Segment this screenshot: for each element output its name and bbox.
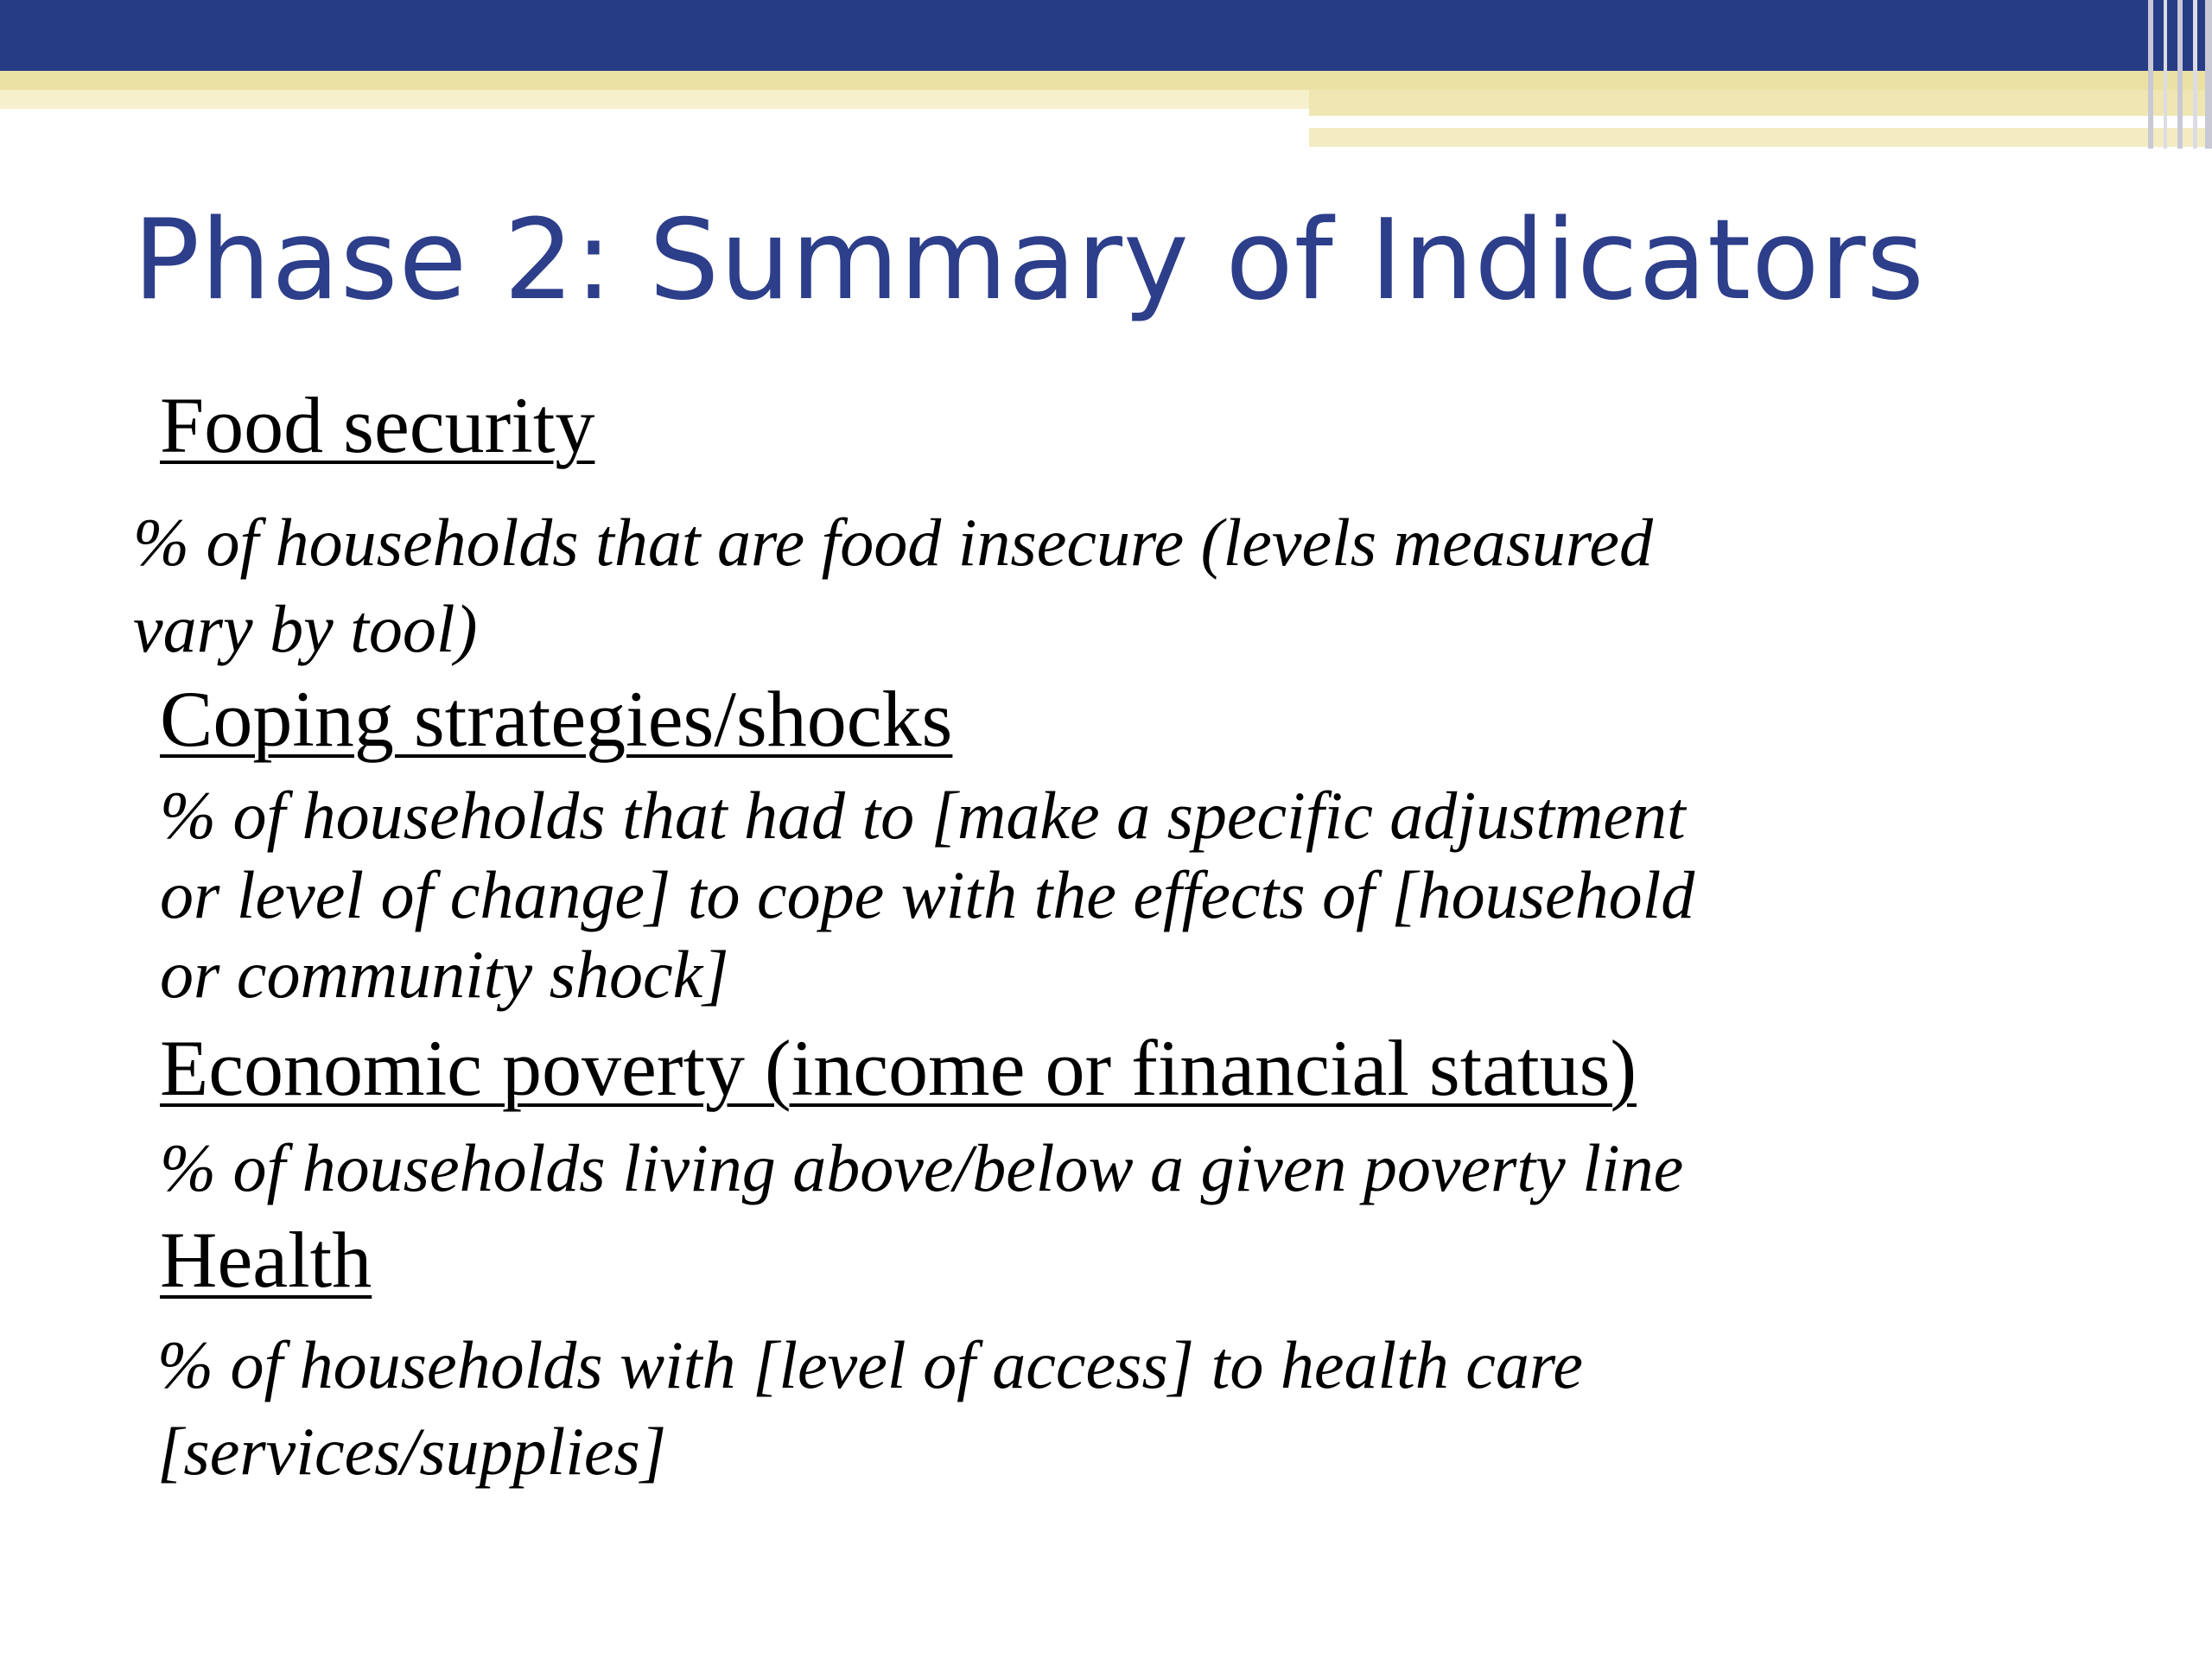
slide-title: Phase 2: Summary of Indicators xyxy=(133,196,1925,325)
section-description-economic-poverty xyxy=(160,1128,1683,1208)
section-heading-coping-strategies: Coping strategies/shocks xyxy=(160,675,953,763)
decorative-stripe xyxy=(2205,0,2212,149)
section-heading-economic-poverty: Economic poverty (income or financial status) xyxy=(160,1024,1637,1112)
description-line: [services/supplies] xyxy=(157,1414,667,1489)
header-accent-bar-light xyxy=(0,90,1309,109)
header-divider-line xyxy=(1309,121,2048,126)
description-line: % of households with [level of access] to health care xyxy=(157,1327,1583,1402)
description-line: % of households living above/below a given poverty line xyxy=(160,1130,1684,1205)
decorative-stripe xyxy=(2177,0,2183,149)
description-line: vary by tool) xyxy=(133,591,478,666)
decorative-stripe xyxy=(2193,0,2197,149)
section-description-food-security xyxy=(133,499,1653,672)
header-bar xyxy=(0,0,2212,71)
section-description-health xyxy=(157,1322,1583,1495)
decorative-stripe xyxy=(2148,0,2153,149)
header-accent-bar xyxy=(0,71,2212,90)
description-line: or level of change] to cope with the effects of [household xyxy=(160,857,1695,932)
description-line: or community shock] xyxy=(160,937,729,1012)
header-accent-strip xyxy=(1309,128,2212,147)
section-description-coping-strategies xyxy=(160,776,1694,1014)
decorative-stripe xyxy=(2164,0,2167,149)
section-heading-health: Health xyxy=(160,1216,372,1304)
header-accent-block xyxy=(1309,90,2212,116)
description-line: % of households that had to [make a specific adjustment xyxy=(160,778,1686,853)
description-line: % of households that are food insecure (levels measured xyxy=(133,505,1653,580)
section-heading-food-security: Food security xyxy=(160,381,595,469)
